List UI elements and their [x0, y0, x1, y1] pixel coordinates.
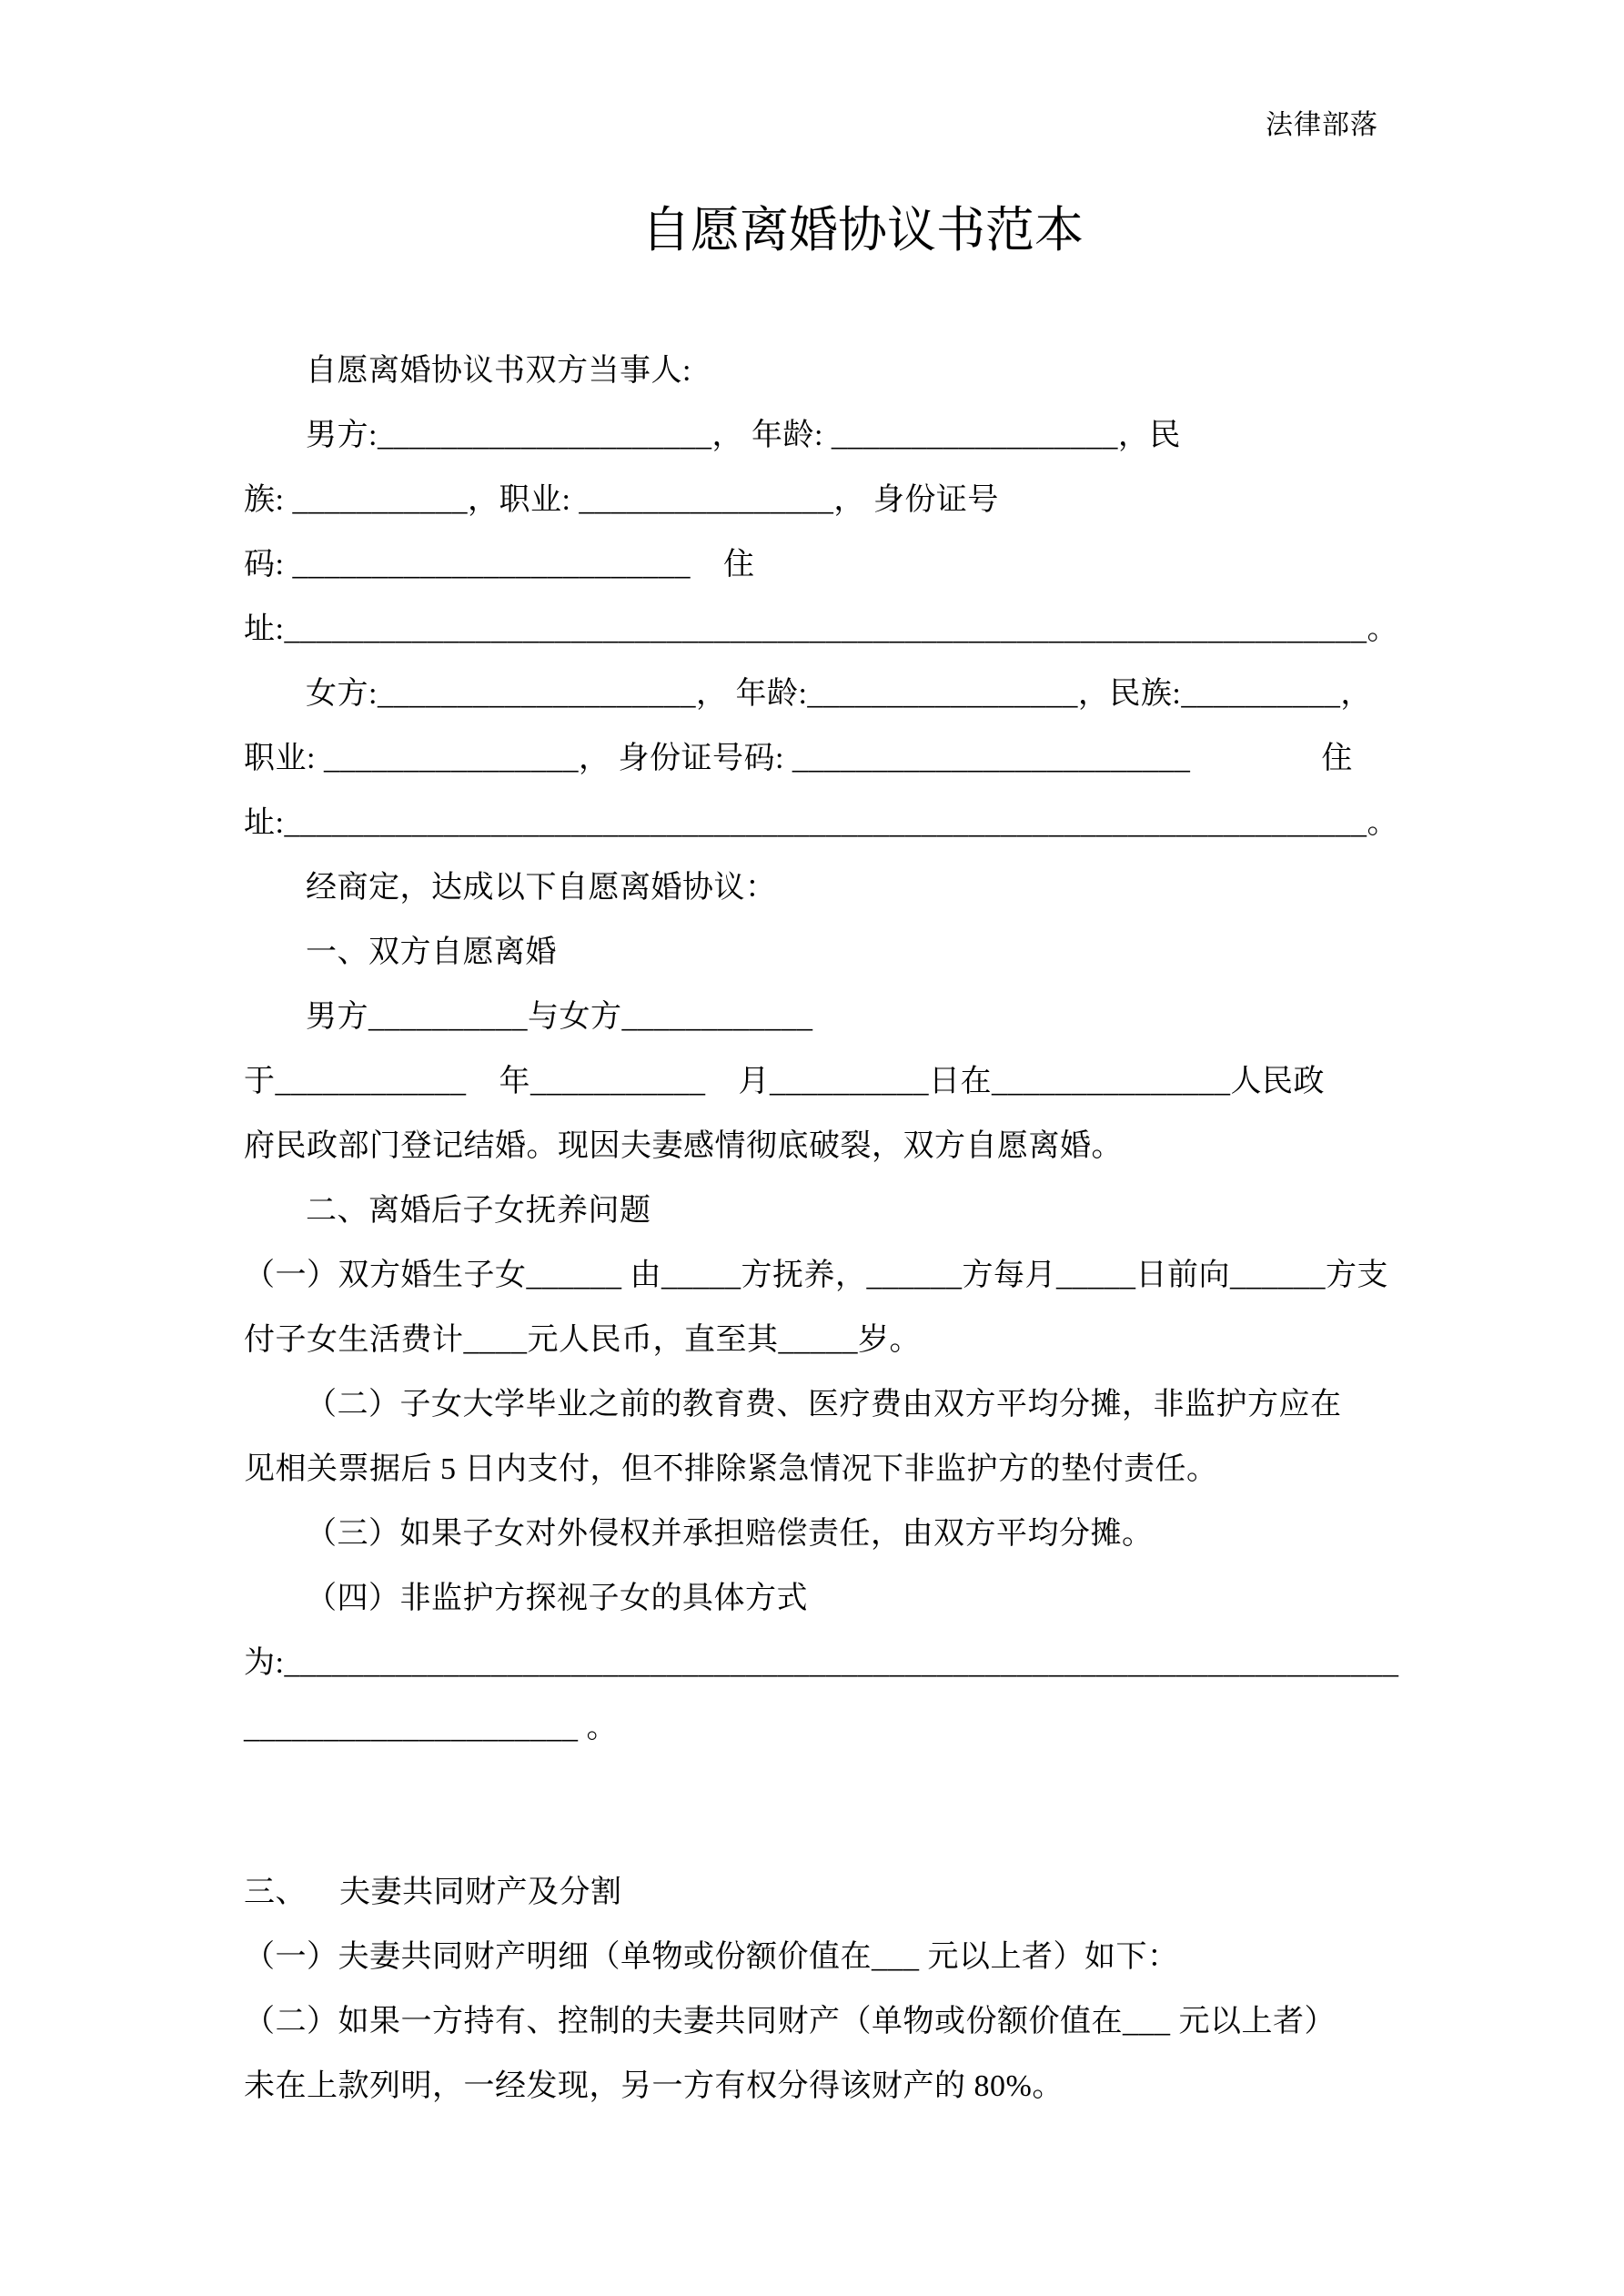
doc-line: 码: _________________________ 住 — [244, 548, 755, 582]
doc-line: 二、离婚后子女抚养问题 — [306, 1194, 651, 1228]
doc-line: 见相关票据后 5 日内支付，但不排除紧急情况下非监护方的垫付责任。 — [244, 1452, 1218, 1486]
doc-line: 女方:____________________， 年龄:_________________，民族:__________， — [306, 677, 1372, 711]
doc-line: 府民政部门登记结婚。现因夫妻感情彻底破裂，双方自愿离婚。 — [244, 1129, 1123, 1163]
doc-line: 三、 夫妻共同财产及分割 — [244, 1876, 622, 1909]
doc-line: 址:____________________________________________________________________。 — [244, 612, 1398, 646]
document-body — [244, 339, 1408, 2119]
doc-line: _____________________ 。 — [244, 1711, 618, 1745]
doc-line: 男方__________与女方____________ — [306, 1000, 813, 1034]
doc-line: （三）如果子女对外侵权并承担赔偿责任，由双方平均分摊。 — [306, 1517, 1154, 1551]
doc-line: 付子女生活费计____元人民币，直至其_____岁。 — [244, 1323, 921, 1357]
doc-line: 经商定，达成以下自愿离婚协议： — [306, 871, 777, 905]
document-title: 自愿离婚协议书范本 — [641, 203, 1084, 258]
doc-line: 未在上款列明，一经发现，另一方有权分得该财产的 80%。 — [244, 2069, 1064, 2103]
doc-line: （四）非监护方探视子女的具体方式 — [306, 1582, 808, 1615]
doc-line: 为:______________________________________________________________________ — [244, 1646, 1399, 1680]
doc-line: 男方:_____________________， 年龄: __________________，民 — [306, 419, 1181, 452]
doc-line: （二）子女大学毕业之前的教育费、医疗费由双方平均分摊，非监护方应在 — [306, 1388, 1342, 1421]
doc-line: 址:____________________________________________________________________。 — [244, 806, 1398, 840]
doc-line: 自愿离婚协议书双方当事人: — [306, 354, 691, 388]
doc-line: 于____________ 年___________ 月__________日在_______________人民政 — [244, 1065, 1325, 1098]
header-brand: 法律部落 — [1266, 110, 1378, 140]
doc-line: 一、双方自愿离婚 — [306, 936, 557, 969]
doc-line: （一）夫妻共同财产明细（单物或份额价值在___ 元以上者）如下： — [244, 1940, 1179, 1974]
doc-line: 职业: ________________， 身份证号码: _________________________ 住 — [244, 742, 1353, 775]
doc-line: （一）双方婚生子女______ 由_____方抚养，______方每月_____日前向______方支 — [244, 1259, 1388, 1292]
doc-blank-line — [244, 1760, 1408, 1860]
doc-line: （二）如果一方持有、控制的夫妻共同财产（单物或份额价值在___ 元以上者） — [244, 2005, 1336, 2038]
doc-line: 族: ___________，职业: ________________， 身份证号 — [244, 483, 999, 517]
